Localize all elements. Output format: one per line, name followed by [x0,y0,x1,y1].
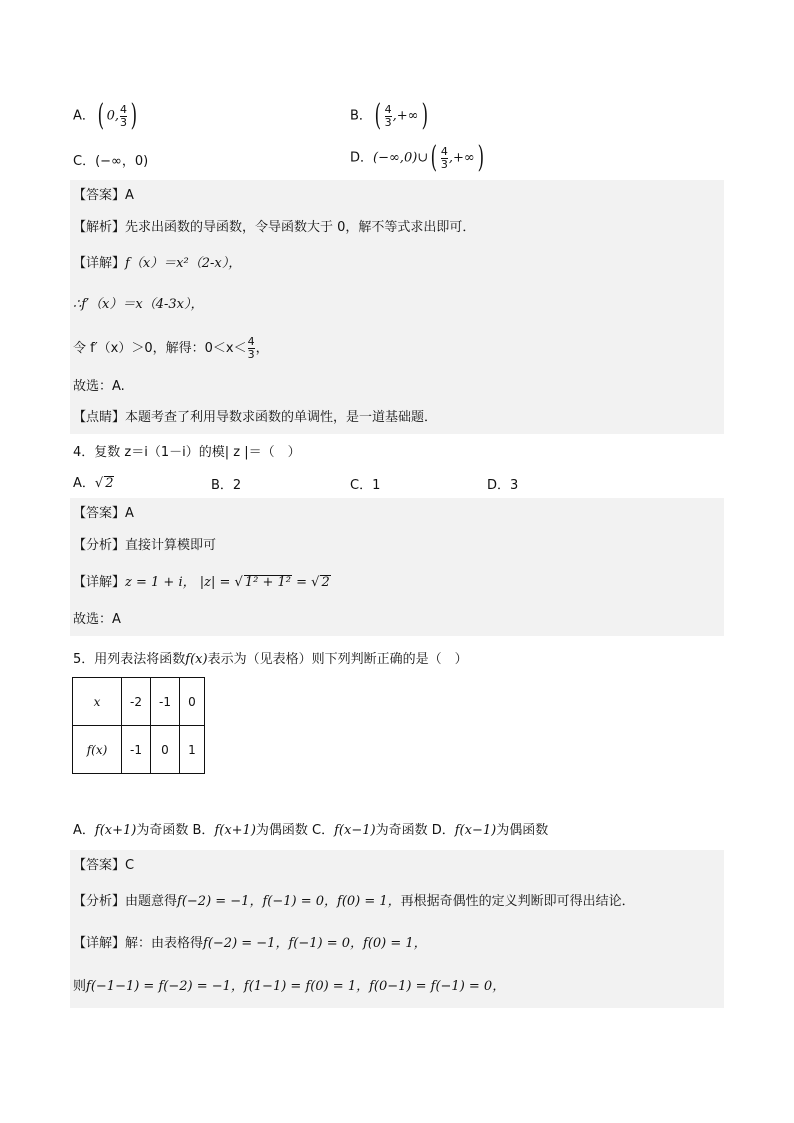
function-table [72,677,205,774]
q4-stem: 4．复数 z＝i（1－i）的模| z |＝（ ） [73,445,301,460]
q3-detail-1: 【详解】f（x）＝x²（2-x）， [70,244,724,284]
q4-detail: 【详解】z = 1 + i， |z| = √ 1² + 1² = √ 2 [70,562,724,604]
q5-analysis: 【分析】由题意得f(−2) = −1，f(−1) = 0，f(0) = 1，再根据奇偶性的定义判断即可得出结论． [70,882,724,922]
q4-answer: 【答案】A [70,498,724,530]
table-cell: -1 [151,678,180,726]
q3-option-b: B．( $\frac{4}{3}$ ,+∞) [350,98,428,133]
fraction: $\frac{4}{3}$ [384,102,392,129]
q3-answer: 【答案】A [70,180,724,212]
table-cell: -1 [122,726,151,774]
q5-detail-2: 则f(−1−1) = f(−2) = −1，f(1−1) = f(0) = 1，f(0−1) = f(−1) = 0， [70,966,724,1008]
fraction: $\frac{4}{3}$ [120,102,128,129]
q3-option-d: D．(−∞,0)∪( $\frac{4}{3}$ ,+∞) [350,140,484,175]
q5-stem: 5．用列表法将函数f(x)表示为（见表格）则下列判断正确的是（ ） [73,652,468,667]
q3-option-a: A．( 0, $\frac{4}{3}$ ) [73,98,138,133]
table-cell: f(x) [73,726,122,774]
q4-option-d: D．3 [487,478,519,493]
q3-option-c: C．(−∞，0) [73,154,149,169]
q4-choose: 故选：A [70,604,724,636]
left-paren: ( [97,98,104,133]
q4-option-a: A．√ 2 [73,476,114,491]
table-cell: 1 [180,726,205,774]
table-row [73,726,205,774]
right-paren: ) [130,98,138,133]
q5-options: A．f(x+1)为奇函数 B．f(x+1)为偶函数 C．f(x−1)为奇函数 D．f(x−1)为偶函数 [73,823,549,838]
table-cell: -2 [122,678,151,726]
fraction: $\frac{4}{3}$ [247,335,255,361]
right-paren: ) [421,98,428,133]
q4-analysis: 【分析】直接计算模即可 [70,530,724,562]
q4-option-b: B．2 [211,478,242,493]
table-cell: 0 [180,678,205,726]
fraction: $\frac{4}{3}$ [440,144,448,171]
table-cell: x [73,678,122,726]
right-paren: ) [477,140,484,175]
table-cell: 0 [151,726,180,774]
q5-answer: 【答案】C [70,850,724,882]
sqrt-sign: √ [311,575,320,590]
sqrt-sign: √ [234,575,243,590]
q3-choose: 故选：A. [70,372,724,402]
q3-analysis: 【解析】先求出函数的导函数，令导函数大于 0，解不等式求出即可． [70,212,724,244]
q3-comment: 【点睛】本题考查了利用导数求函数的单调性，是一道基础题． [70,402,724,434]
sqrt-sign: √ [94,476,104,491]
q5-detail: 【详解】解：由表格得f(−2) = −1，f(−1) = 0，f(0) = 1， [70,922,724,966]
q3-detail-3: 令 f′（x）＞0，解得：0＜x＜ $\frac{4}{3}$ ， [70,326,724,372]
left-paren: ( [430,140,438,175]
q3-detail-2: ∴f′（x）＝x（4-3x）， [70,284,724,326]
q4-option-c: C．1 [350,478,381,493]
table-row [73,678,205,726]
left-paren: ( [374,98,382,133]
